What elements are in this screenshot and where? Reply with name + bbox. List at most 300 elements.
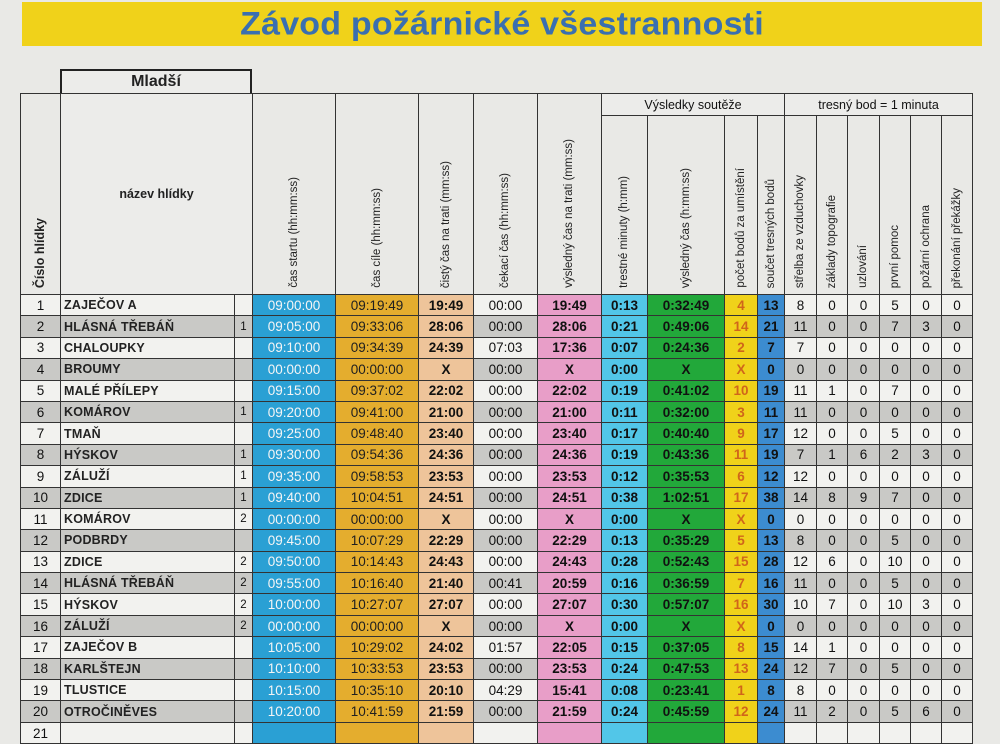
header-prekazky: překonání překážky	[942, 116, 973, 295]
cell-uzlovani: 0	[848, 401, 880, 422]
cell-nazev: OTROČINĚVES	[61, 701, 235, 722]
cell-strelba: 11	[785, 701, 817, 722]
cell-cekaci-cas: 00:00	[474, 594, 538, 615]
cell-cekaci-cas: 01:57	[474, 637, 538, 658]
table-row	[21, 487, 973, 508]
cell-pocet-bodu: 13	[725, 658, 758, 679]
cell-poradi	[235, 658, 253, 679]
table-row	[21, 380, 973, 401]
cell-pozarni-ochrana	[911, 722, 942, 743]
cell-poradi: 1	[235, 466, 253, 487]
header-vysledny-cas-trati: výsledný čas na trati (mm:ss)	[538, 94, 602, 295]
cell-prekazky: 0	[942, 380, 973, 401]
table-row	[21, 573, 973, 594]
cell-soucet-tresnych: 24	[758, 701, 785, 722]
cell-vysledny-cas-trati: 24:43	[538, 551, 602, 572]
cell-poradi: 2	[235, 594, 253, 615]
cell-cisty-cas: 24:43	[419, 551, 474, 572]
cell-soucet-tresnych: 17	[758, 423, 785, 444]
cell-prvni-pomoc: 0	[880, 466, 911, 487]
cell-nazev: ZAJEČOV B	[61, 637, 235, 658]
table-row	[21, 594, 973, 615]
cell-topografie: 1	[817, 380, 848, 401]
cell-prekazky: 0	[942, 701, 973, 722]
cell-soucet-tresnych: 30	[758, 594, 785, 615]
cell-cas-startu: 10:15:00	[253, 680, 336, 701]
cell-prekazky: 0	[942, 295, 973, 316]
cell-strelba: 8	[785, 530, 817, 551]
cell-prvni-pomoc: 0	[880, 359, 911, 380]
cell-prvni-pomoc: 0	[880, 401, 911, 422]
cell-pozarni-ochrana: 3	[911, 444, 942, 465]
cell-prvni-pomoc: 5	[880, 423, 911, 444]
cell-uzlovani: 0	[848, 423, 880, 444]
cell-cas-startu: 09:05:00	[253, 316, 336, 337]
cell-strelba: 14	[785, 637, 817, 658]
cell-pocet-bodu: 12	[725, 701, 758, 722]
header-pocet-bodu: počet bodů za umístění	[725, 116, 758, 295]
cell-vysledny-cas-trati: 19:49	[538, 295, 602, 316]
cell-vysledny-cas: 1:02:51	[648, 487, 725, 508]
cell-cislo: 4	[21, 359, 61, 380]
cell-pocet-bodu: 8	[725, 637, 758, 658]
cell-cisty-cas: X	[419, 359, 474, 380]
table-row	[21, 551, 973, 572]
cell-nazev: ZDICE	[61, 551, 235, 572]
cell-cekaci-cas: 07:03	[474, 337, 538, 358]
cell-prvni-pomoc: 2	[880, 444, 911, 465]
cell-vysledny-cas-trati: 27:07	[538, 594, 602, 615]
cell-cas-cile: 09:54:36	[336, 444, 419, 465]
cell-vysledny-cas-trati: 28:06	[538, 316, 602, 337]
cell-cas-cile: 09:48:40	[336, 423, 419, 444]
table-row	[21, 508, 973, 529]
cell-pozarni-ochrana: 0	[911, 295, 942, 316]
cell-prvni-pomoc: 0	[880, 637, 911, 658]
header-pozarni-ochrana: požární ochrana	[911, 116, 942, 295]
cell-cekaci-cas: 00:00	[474, 380, 538, 401]
header-uzlovani: uzlování	[848, 116, 880, 295]
cell-soucet-tresnych: 12	[758, 466, 785, 487]
cell-cislo: 21	[21, 722, 61, 743]
cell-trestne-minuty: 0:00	[602, 615, 648, 636]
cell-pozarni-ochrana: 0	[911, 337, 942, 358]
cell-cas-cile: 10:29:02	[336, 637, 419, 658]
cell-topografie: 6	[817, 551, 848, 572]
cell-soucet-tresnych: 38	[758, 487, 785, 508]
cell-prvni-pomoc: 0	[880, 680, 911, 701]
cell-cislo: 8	[21, 444, 61, 465]
cell-soucet-tresnych: 16	[758, 573, 785, 594]
cell-uzlovani: 0	[848, 573, 880, 594]
cell-trestne-minuty: 0:16	[602, 573, 648, 594]
cell-nazev: TLUSTICE	[61, 680, 235, 701]
cell-trestne-minuty: 0:13	[602, 530, 648, 551]
cell-nazev: CHALOUPKY	[61, 337, 235, 358]
cell-prvni-pomoc: 0	[880, 615, 911, 636]
cell-cekaci-cas: 00:00	[474, 551, 538, 572]
cell-vysledny-cas: 0:23:41	[648, 680, 725, 701]
cell-poradi: 2	[235, 573, 253, 594]
cell-nazev: MALÉ PŘÍLEPY	[61, 380, 235, 401]
header-cas-startu: čas startu (hh:mm:ss)	[253, 94, 336, 295]
cell-cas-cile: 09:41:00	[336, 401, 419, 422]
cell-topografie: 1	[817, 637, 848, 658]
cell-strelba: 10	[785, 594, 817, 615]
cell-topografie: 0	[817, 359, 848, 380]
cell-cisty-cas: 28:06	[419, 316, 474, 337]
cell-strelba: 0	[785, 359, 817, 380]
cell-nazev	[61, 722, 235, 743]
cell-cas-cile: 09:33:06	[336, 316, 419, 337]
cell-pozarni-ochrana: 0	[911, 508, 942, 529]
cell-strelba: 14	[785, 487, 817, 508]
cell-uzlovani: 0	[848, 701, 880, 722]
cell-cisty-cas: 23:53	[419, 466, 474, 487]
cell-vysledny-cas-trati	[538, 722, 602, 743]
cell-poradi	[235, 423, 253, 444]
cell-pozarni-ochrana: 0	[911, 380, 942, 401]
cell-cislo: 18	[21, 658, 61, 679]
cell-topografie: 0	[817, 573, 848, 594]
cell-pozarni-ochrana: 0	[911, 359, 942, 380]
cell-vysledny-cas: 0:40:40	[648, 423, 725, 444]
cell-prekazky: 0	[942, 680, 973, 701]
cell-pozarni-ochrana: 3	[911, 594, 942, 615]
cell-trestne-minuty: 0:11	[602, 401, 648, 422]
cell-vysledny-cas: 0:43:36	[648, 444, 725, 465]
cell-vysledny-cas: 0:32:49	[648, 295, 725, 316]
table-row	[21, 466, 973, 487]
cell-topografie: 2	[817, 701, 848, 722]
cell-topografie: 0	[817, 295, 848, 316]
cell-vysledny-cas: X	[648, 359, 725, 380]
cell-cas-cile: 00:00:00	[336, 508, 419, 529]
cell-cas-cile: 09:58:53	[336, 466, 419, 487]
cell-prekazky: 0	[942, 359, 973, 380]
cell-cisty-cas	[419, 722, 474, 743]
cell-cisty-cas: 21:40	[419, 573, 474, 594]
cell-cas-startu: 10:20:00	[253, 701, 336, 722]
cell-pocet-bodu: 14	[725, 316, 758, 337]
cell-trestne-minuty: 0:00	[602, 359, 648, 380]
cell-pocet-bodu: 9	[725, 423, 758, 444]
cell-cekaci-cas: 00:00	[474, 401, 538, 422]
cell-uzlovani: 0	[848, 658, 880, 679]
cell-uzlovani: 0	[848, 295, 880, 316]
cell-cisty-cas: 22:29	[419, 530, 474, 551]
header-vysledny-cas: výsledný čas (h:mm:ss)	[648, 116, 725, 295]
table-row	[21, 637, 973, 658]
cell-nazev: PODBRDY	[61, 530, 235, 551]
cell-poradi: 2	[235, 551, 253, 572]
cell-strelba: 11	[785, 380, 817, 401]
cell-soucet-tresnych: 8	[758, 680, 785, 701]
cell-cekaci-cas: 00:00	[474, 359, 538, 380]
cell-poradi	[235, 337, 253, 358]
cell-cislo: 5	[21, 380, 61, 401]
cell-nazev: HLÁSNÁ TŘEBÁŇ	[61, 316, 235, 337]
cell-strelba: 11	[785, 316, 817, 337]
cell-cekaci-cas: 00:00	[474, 615, 538, 636]
cell-strelba	[785, 722, 817, 743]
cell-pocet-bodu: 15	[725, 551, 758, 572]
table-row	[21, 615, 973, 636]
cell-strelba: 8	[785, 295, 817, 316]
cell-pozarni-ochrana: 0	[911, 401, 942, 422]
cell-cekaci-cas: 00:00	[474, 530, 538, 551]
header-nazev-hlidky: název hlídky	[61, 94, 253, 295]
cell-topografie: 8	[817, 487, 848, 508]
cell-prvni-pomoc: 5	[880, 701, 911, 722]
cell-cisty-cas: 24:51	[419, 487, 474, 508]
header-cisty-cas: čistý čas na trati (mm:ss)	[419, 94, 474, 295]
cell-pocet-bodu: 4	[725, 295, 758, 316]
cell-vysledny-cas: 0:35:29	[648, 530, 725, 551]
cell-cislo: 6	[21, 401, 61, 422]
cell-pozarni-ochrana: 0	[911, 487, 942, 508]
cell-prvni-pomoc: 5	[880, 658, 911, 679]
cell-cislo: 1	[21, 295, 61, 316]
header-cekaci-cas: čekací čas (hh:mm:ss)	[474, 94, 538, 295]
cell-trestne-minuty: 0:15	[602, 637, 648, 658]
header-group-vysledky: Výsledky soutěže	[602, 94, 785, 116]
cell-pozarni-ochrana: 6	[911, 701, 942, 722]
cell-prekazky	[942, 722, 973, 743]
cell-trestne-minuty: 0:21	[602, 316, 648, 337]
cell-cekaci-cas: 00:00	[474, 444, 538, 465]
table-row-empty	[21, 722, 973, 743]
cell-nazev: HLÁSNÁ TŘEBÁŇ	[61, 573, 235, 594]
cell-cas-startu: 10:05:00	[253, 637, 336, 658]
cell-cas-cile: 09:19:49	[336, 295, 419, 316]
cell-cislo: 7	[21, 423, 61, 444]
cell-soucet-tresnych: 11	[758, 401, 785, 422]
cell-trestne-minuty: 0:19	[602, 380, 648, 401]
cell-poradi	[235, 380, 253, 401]
cell-soucet-tresnych: 0	[758, 615, 785, 636]
cell-cas-startu: 10:00:00	[253, 594, 336, 615]
cell-trestne-minuty: 0:00	[602, 508, 648, 529]
cell-vysledny-cas: 0:45:59	[648, 701, 725, 722]
cell-cas-startu: 09:35:00	[253, 466, 336, 487]
table-row	[21, 658, 973, 679]
table-row	[21, 680, 973, 701]
cell-pocet-bodu: X	[725, 359, 758, 380]
cell-vysledny-cas: X	[648, 508, 725, 529]
cell-soucet-tresnych: 13	[758, 530, 785, 551]
cell-vysledny-cas-trati: 24:51	[538, 487, 602, 508]
table-row	[21, 295, 973, 316]
cell-cekaci-cas: 00:00	[474, 487, 538, 508]
cell-poradi	[235, 637, 253, 658]
cell-vysledny-cas: X	[648, 615, 725, 636]
cell-cisty-cas: 19:49	[419, 295, 474, 316]
cell-uzlovani: 0	[848, 680, 880, 701]
cell-uzlovani: 0	[848, 316, 880, 337]
header-cas-cile: čas cíle (hh:mm:ss)	[336, 94, 419, 295]
cell-prekazky: 0	[942, 658, 973, 679]
cell-pocet-bodu: 7	[725, 573, 758, 594]
cell-cislo: 2	[21, 316, 61, 337]
cell-soucet-tresnych: 19	[758, 444, 785, 465]
cell-topografie: 7	[817, 594, 848, 615]
cell-prvni-pomoc	[880, 722, 911, 743]
cell-strelba: 12	[785, 551, 817, 572]
cell-pozarni-ochrana: 0	[911, 637, 942, 658]
cell-cas-startu: 09:15:00	[253, 380, 336, 401]
cell-cisty-cas: 20:10	[419, 680, 474, 701]
cell-soucet-tresnych: 24	[758, 658, 785, 679]
cell-prekazky: 0	[942, 423, 973, 444]
table-row	[21, 337, 973, 358]
cell-cas-cile: 00:00:00	[336, 359, 419, 380]
cell-strelba: 12	[785, 658, 817, 679]
cell-cas-startu: 09:30:00	[253, 444, 336, 465]
cell-cas-startu: 00:00:00	[253, 359, 336, 380]
cell-cekaci-cas: 00:00	[474, 658, 538, 679]
cell-strelba: 7	[785, 337, 817, 358]
cell-cisty-cas: 24:02	[419, 637, 474, 658]
cell-vysledny-cas-trati: 21:59	[538, 701, 602, 722]
cell-vysledny-cas-trati: 22:02	[538, 380, 602, 401]
cell-cas-cile: 10:04:51	[336, 487, 419, 508]
cell-uzlovani: 0	[848, 359, 880, 380]
cell-trestne-minuty: 0:24	[602, 701, 648, 722]
header-strelba: střelba ze vzduchovky	[785, 116, 817, 295]
cell-cas-cile: 10:41:59	[336, 701, 419, 722]
cell-topografie: 0	[817, 615, 848, 636]
cell-cekaci-cas: 04:29	[474, 680, 538, 701]
cell-prvni-pomoc: 5	[880, 573, 911, 594]
cell-prekazky: 0	[942, 316, 973, 337]
cell-nazev: ZÁLUŽÍ	[61, 466, 235, 487]
cell-cislo: 20	[21, 701, 61, 722]
cell-cas-cile: 09:34:39	[336, 337, 419, 358]
cell-trestne-minuty: 0:28	[602, 551, 648, 572]
results-table	[20, 93, 973, 744]
cell-cas-startu: 09:10:00	[253, 337, 336, 358]
cell-cisty-cas: 23:53	[419, 658, 474, 679]
cell-vysledny-cas: 0:57:07	[648, 594, 725, 615]
cell-trestne-minuty: 0:38	[602, 487, 648, 508]
cell-trestne-minuty: 0:24	[602, 658, 648, 679]
header-soucet-tresnych: součet tresných bodů	[758, 116, 785, 295]
cell-pocet-bodu: 3	[725, 401, 758, 422]
cell-poradi	[235, 359, 253, 380]
cell-vysledny-cas	[648, 722, 725, 743]
cell-poradi: 1	[235, 444, 253, 465]
cell-vysledny-cas-trati: 20:59	[538, 573, 602, 594]
cell-poradi: 2	[235, 615, 253, 636]
cell-cisty-cas: 22:02	[419, 380, 474, 401]
cell-nazev: BROUMY	[61, 359, 235, 380]
cell-trestne-minuty: 0:30	[602, 594, 648, 615]
cell-cas-startu: 09:00:00	[253, 295, 336, 316]
cell-soucet-tresnych: 15	[758, 637, 785, 658]
cell-cekaci-cas: 00:00	[474, 701, 538, 722]
cell-poradi	[235, 530, 253, 551]
cell-prvni-pomoc: 7	[880, 316, 911, 337]
cell-topografie: 0	[817, 316, 848, 337]
cell-cislo: 17	[21, 637, 61, 658]
cell-vysledny-cas-trati: 22:29	[538, 530, 602, 551]
category-label: Mladší	[60, 69, 252, 93]
cell-prekazky: 0	[942, 573, 973, 594]
cell-prvni-pomoc: 5	[880, 295, 911, 316]
cell-cekaci-cas: 00:41	[474, 573, 538, 594]
cell-cas-startu: 09:55:00	[253, 573, 336, 594]
cell-cas-cile: 10:27:07	[336, 594, 419, 615]
cell-strelba: 12	[785, 423, 817, 444]
cell-pocet-bodu	[725, 722, 758, 743]
cell-soucet-tresnych: 7	[758, 337, 785, 358]
cell-pocet-bodu: 17	[725, 487, 758, 508]
cell-vysledny-cas-trati: 24:36	[538, 444, 602, 465]
cell-vysledny-cas: 0:36:59	[648, 573, 725, 594]
table-row	[21, 316, 973, 337]
cell-vysledny-cas-trati: 17:36	[538, 337, 602, 358]
cell-trestne-minuty: 0:07	[602, 337, 648, 358]
cell-cas-cile: 10:14:43	[336, 551, 419, 572]
cell-prekazky: 0	[942, 508, 973, 529]
cell-vysledny-cas-trati: 23:53	[538, 658, 602, 679]
cell-cisty-cas: 23:40	[419, 423, 474, 444]
cell-uzlovani: 0	[848, 466, 880, 487]
cell-vysledny-cas-trati: 23:40	[538, 423, 602, 444]
cell-cislo: 10	[21, 487, 61, 508]
cell-pozarni-ochrana: 0	[911, 680, 942, 701]
cell-prvni-pomoc: 0	[880, 508, 911, 529]
cell-poradi: 1	[235, 401, 253, 422]
cell-pocet-bodu: X	[725, 615, 758, 636]
table-row	[21, 359, 973, 380]
cell-poradi	[235, 722, 253, 743]
cell-prekazky: 0	[942, 444, 973, 465]
cell-cas-startu: 00:00:00	[253, 508, 336, 529]
cell-nazev: KOMÁROV	[61, 401, 235, 422]
cell-prekazky: 0	[942, 466, 973, 487]
cell-topografie	[817, 722, 848, 743]
cell-cislo: 19	[21, 680, 61, 701]
cell-cas-cile: 00:00:00	[336, 615, 419, 636]
cell-cas-cile: 09:37:02	[336, 380, 419, 401]
cell-nazev: HÝSKOV	[61, 594, 235, 615]
cell-vysledny-cas-trati: 23:53	[538, 466, 602, 487]
cell-topografie: 0	[817, 530, 848, 551]
cell-cas-cile: 10:16:40	[336, 573, 419, 594]
cell-vysledny-cas: 0:24:36	[648, 337, 725, 358]
cell-cislo: 3	[21, 337, 61, 358]
cell-vysledny-cas-trati: X	[538, 359, 602, 380]
cell-prvni-pomoc: 0	[880, 337, 911, 358]
cell-uzlovani: 0	[848, 637, 880, 658]
cell-strelba: 8	[785, 680, 817, 701]
cell-cisty-cas: X	[419, 508, 474, 529]
table-row	[21, 401, 973, 422]
cell-cas-cile: 10:35:10	[336, 680, 419, 701]
cell-cas-startu: 09:20:00	[253, 401, 336, 422]
cell-uzlovani: 0	[848, 615, 880, 636]
cell-cas-startu: 09:45:00	[253, 530, 336, 551]
cell-poradi: 2	[235, 508, 253, 529]
title-banner	[22, 2, 982, 46]
cell-pozarni-ochrana: 0	[911, 615, 942, 636]
cell-vysledny-cas: 0:37:05	[648, 637, 725, 658]
cell-pocet-bodu: 2	[725, 337, 758, 358]
cell-prvni-pomoc: 7	[880, 487, 911, 508]
cell-uzlovani: 9	[848, 487, 880, 508]
